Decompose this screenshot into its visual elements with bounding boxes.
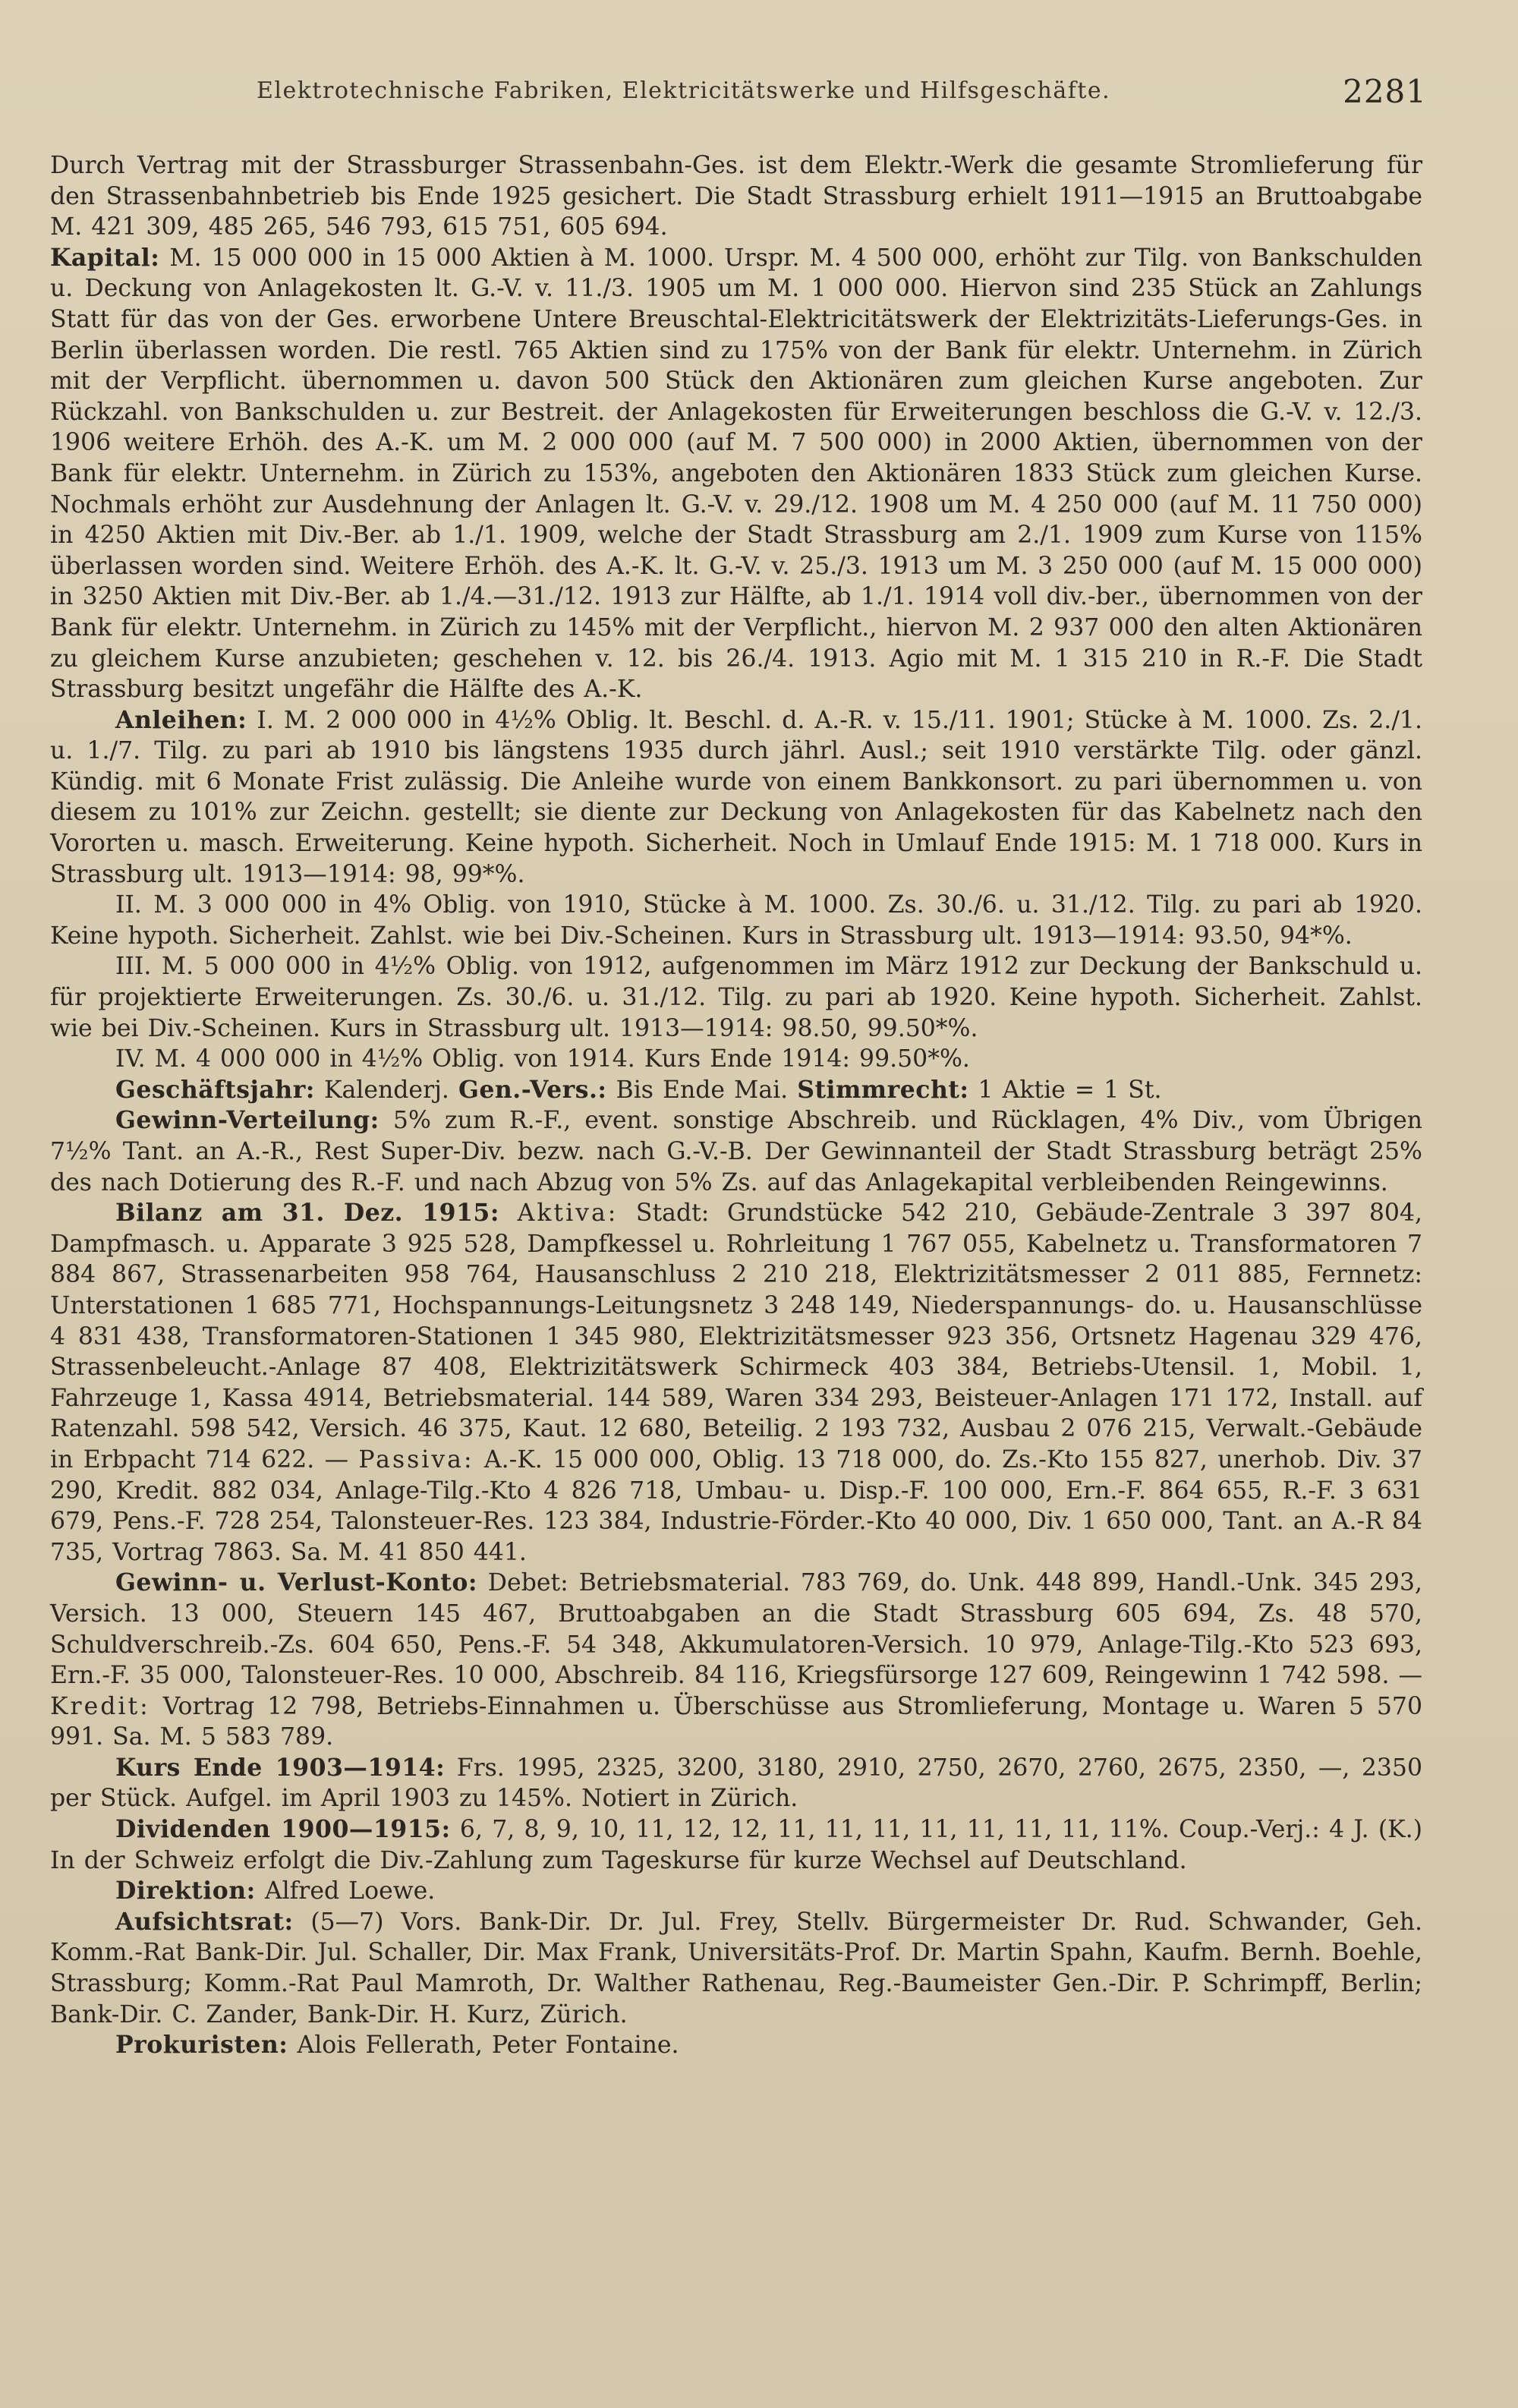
- paragraph-gewinn-verteilung: Gewinn-Verteilung: 5% zum R.-F., event. sonstige Abschreib. und Rücklagen, 4% Div., vom Übrigen 7½% Tant. an A.-R., Rest Super-Div. bezw. nach G.-V.-B. Der Gewinnanteil der Stadt Strassburg beträgt 25% des nach Dotierung des R.-F. und nach Abzug von 5% Zs. auf das Anlagekapital verbleibenden Reingewinns.: [50, 1106, 1422, 1196]
- paragraph-kurs: Kurs Ende 1903—1914: Frs. 1995, 2325, 3200, 3180, 2910, 2750, 2670, 2760, 2675, 2350, —, 2350 per Stück. Aufgel. im April 1903 zu 145%. Notiert in Zürich.: [50, 1753, 1422, 1813]
- section-label: Kurs Ende 1903—1914:: [115, 1753, 446, 1782]
- page-number: 2281: [1343, 73, 1427, 110]
- section-label: Direktion:: [115, 1877, 256, 1905]
- section-label: Geschäftsjahr:: [115, 1075, 315, 1104]
- section-label: Gen.-Vers.:: [458, 1075, 607, 1104]
- section-label: Stimmrecht:: [797, 1075, 969, 1104]
- section-label: Anleihen:: [115, 705, 247, 734]
- paragraph-geschaeftsjahr: Geschäftsjahr: Kalenderj. Gen.-Vers.: Bis Ende Mai. Stimmrecht: 1 Aktie = 1 St.: [115, 1075, 1162, 1104]
- paragraph-gewinn-verlust: Gewinn- u. Verlust-Konto: Debet: Betriebsmaterial. 783 769, do. Unk. 448 899, Handl.-Unk. 345 293, Versich. 13 000, Steuern 145 467, Bruttoabgaben an die Stadt Strassburg 605 694, Zs. 48 570, Schuldverschreib.-Zs. 604 650, Pens.-F. 54 348, Akkumulatoren-Versich. 10 979, Anlage-Tilg.-Kto 523 693, Ern.-F. 35 000, Talonsteuer-Res. 10 000, Abschreib. 84 116, Kriegsfürsorge 127 609, Reingewinn 1 742 598. — Kredit: Vortrag 12 798, Betriebs-Einnahmen u. Überschüsse aus Stromlieferung, Montage u. Waren 5 570 991. Sa. M. 5 583 789.: [50, 1568, 1423, 1751]
- paragraph-bilanz: Bilanz am 31. Dez. 1915: Aktiva: Stadt: Grundstücke 542 210, Gebäude-Zentrale 3 397 804, Dampfmasch. u. Apparate 3 925 528, Dampfkessel u. Rohrleitung 1 767 055, Kabelnetz u. Transformatoren 7 884 867, Strassenarbeiten 958 764, Hausanschluss 2 210 218, Elektrizitätsmesser 2 011 885, Fernnetz: Unterstationen 1 685 771, Hochspannungs-Leitungsnetz 3 248 149, Niederspannungs- do. u. Hausanschlüsse 4 831 438, Transformatoren-Stationen 1 345 980, Elektrizitätsmesser 923 356, Ortsnetz Hagenau 329 476, Strassenbeleucht.-Anlage 87 408, Elektrizitätswerk Schirmeck 403 384, Betriebs-Utensil. 1, Mobil. 1, Fahrzeuge 1, Kassa 4914, Betriebsmaterial. 144 589, Waren 334 293, Beisteuer-Anlagen 171 172, Install. auf Ratenzahl. 598 542, Versich. 46 375, Kaut. 12 680, Beteilig. 2 193 732, Ausbau 2 076 215, Verwalt.-Gebäude in Erbpacht 714 622. — Passiva: A.-K. 15 000 000, Oblig. 13 718 000, do. Zs.-Kto 155 827, unerhob. Div. 37 290, Kredit. 882 034, Anlage-Tilg.-Kto 4 826 718, Umbau- u. Disp.-F. 100 000, Ern.-F. 864 655, R.-F. 3 631 679, Pens.-F. 728 254, Talonsteuer-Res. 123 384, Industrie-Förder.-Kto 40 000, Div. 1 650 000, Tant. an A.-R 84 735, Vortrag 7863. Sa. M. 41 850 441.: [50, 1199, 1423, 1566]
- running-title: Elektrotechnische Fabriken, Elektricitätswerke und Hilfsgeschäfte.: [257, 77, 1111, 104]
- paragraph-prokuristen: Prokuristen: Alois Fellerath, Peter Fontaine.: [115, 2031, 679, 2060]
- paragraph-dividenden: Dividenden 1900—1915: 6, 7, 8, 9, 10, 11, 12, 12, 11, 11, 11, 11, 11, 11, 11, 11%. Coup.-Verj.: 4 J. (K.) In der Schweiz erfolgt die Div.-Zahlung zum Tageskurse für kurze Wechsel auf Deutschland.: [50, 1815, 1422, 1874]
- paragraph-intro: Durch Vertrag mit der Strassburger Strassenbahn-Ges. ist dem Elektr.-Werk die gesamte Stromlieferung für den Strassenbahnbetrieb bis Ende 1925 gesichert. Die Stadt Strassburg erhielt 1911—1915 an Bruttoabgabe M. 421 309, 485 265, 546 793, 615 751, 605 694.: [50, 152, 1422, 241]
- subsection-label: Aktiva:: [517, 1199, 619, 1228]
- section-label: Gewinn- u. Verlust-Konto:: [115, 1568, 477, 1597]
- section-label: Kapital:: [50, 243, 160, 272]
- paragraph-aufsichtsrat: Aufsichtsrat: (5—7) Vors. Bank-Dir. Dr. Jul. Frey, Stellv. Bürgermeister Dr. Rud. Schwander, Geh. Komm.-Rat Bank-Dir. Jul. Schaller, Dir. Max Frank, Universitäts-Prof. Dr. Martin Spahn, Kaufm. Bernh. Boehle, Strassburg; Komm.-Rat Paul Mamroth, Dr. Walther Rathenau, Reg.-Baumeister Gen.-Dir. P. Schrimpff, Berlin; Bank-Dir. C. Zander, Bank-Dir. H. Kurz, Zürich.: [50, 1907, 1422, 2028]
- text-column: [50, 150, 1422, 2061]
- paragraph-direktion: Direktion: Alfred Loewe.: [115, 1877, 436, 1905]
- paragraph-anleihen: Anleihen: I. M. 2 000 000 in 4½% Oblig. lt. Beschl. d. A.-R. v. 15./11. 1901; Stücke à M. 1000. Zs. 2./1. u. 1./7. Tilg. zu pari ab 1910 bis längstens 1935 durch jährl. Ausl.; seit 1910 verstärkte Tilg. oder gänzl. Kündig. mit 6 Monate Frist zulässig. Die Anleihe wurde von einem Bankkonsort. zu pari übernommen u. von diesem zu 101% zur Zeichn. gestellt; sie diente zur Deckung von Anlagekosten für das Kabelnetz nach den Vororten u. masch. Erweiterung. Keine hypoth. Sicherheit. Noch in Umlauf Ende 1915: M. 1 718 000. Kurs in Strassburg ult. 1913—1914: 98, 99*%.: [50, 705, 1422, 888]
- subsection-label: Kredit:: [50, 1692, 150, 1720]
- paragraph-anleihe-3: III. M. 5 000 000 in 4½% Oblig. von 1912, aufgenommen im März 1912 zur Deckung der Bankschuld u. für projektierte Erweiterungen. Zs. 30./6. u. 31./12. Tilg. zu pari ab 1920. Keine hypoth. Sicherheit. Zahlst. wie bei Div.-Scheinen. Kurs in Strassburg ult. 1913—1914: 98.50, 99.50*%.: [50, 953, 1422, 1042]
- section-label: Prokuristen:: [115, 2031, 288, 2060]
- subsection-label: Passiva:: [358, 1445, 474, 1473]
- page-header: [53, 73, 1427, 118]
- paragraph-anleihe-2: II. M. 3 000 000 in 4% Oblig. von 1910, Stücke à M. 1000. Zs. 30./6. u. 31./12. Tilg. zu pari ab 1920. Keine hypoth. Sicherheit. Zahlst. wie bei Div.-Scheinen. Kurs in Strassburg ult. 1913—1914: 93.50, 94*%.: [50, 891, 1422, 950]
- section-label: Dividenden 1900—1915:: [115, 1815, 451, 1844]
- section-label: Aufsichtsrat:: [115, 1907, 294, 1936]
- section-label: Bilanz am 31. Dez. 1915:: [115, 1199, 499, 1228]
- section-label: Gewinn-Verteilung:: [115, 1106, 380, 1135]
- paragraph-kapital: Kapital: M. 15 000 000 in 15 000 Aktien à M. 1000. Urspr. M. 4 500 000, erhöht zur Tilg. von Bankschulden u. Deckung von Anlagekosten lt. G.-V. v. 11./3. 1905 um M. 1 000 000. Hiervon sind 235 Stück an Zahlungs Statt für das von der Ges. erworbene Untere Breuschtal-Elektricitätswerk der Elektrizitäts-Lieferungs-Ges. in Berlin überlassen worden. Die restl. 765 Aktien sind zu 175% von der Bank für elektr. Unternehm. in Zürich mit der Verpflicht. übernommen u. davon 500 Stück den Aktionären zum gleichen Kurse angeboten. Zur Rückzahl. von Bankschulden u. zur Bestreit. der Anlagekosten für Erweiterungen beschloss die G.-V. v. 12./3. 1906 weitere Erhöh. des A.-K. um M. 2 000 000 (auf M. 7 500 000) in 2000 Aktien, übernommen von der Bank für elektr. Unternehm. in Zürich zu 153%, angeboten den Aktionären 1833 Stück zum gleichen Kurse. Nochmals erhöht zur Ausdehnung der Anlagen lt. G.-V. v. 29./12. 1908 um M. 4 250 000 (auf M. 11 750 000) in 4250 Aktien mit Div.-Ber. ab 1./1. 1909, welche der Stadt Strassburg am 2./1. 1909 zum Kurse von 115% überlassen worden sind. Weitere Erhöh. des A.-K. lt. G.-V. v. 25./3. 1913 um M. 3 250 000 (auf M. 15 000 000) in 3250 Aktien mit Div.-Ber. ab 1./4.—31./12. 1913 zur Hälfte, ab 1./1. 1914 voll div.-ber., übernommen von der Bank für elektr. Unternehm. in Zürich zu 145% mit der Verpflicht., hiervon M. 2 937 000 den alten Aktionären zu gleichem Kurse anzubieten; geschehen v. 12. bis 26./4. 1913. Agio mit M. 1 315 210 in R.-F. Die Stadt Strassburg besitzt ungefähr die Hälfte des A.-K.: [50, 243, 1422, 704]
- paragraph-anleihe-4: IV. M. 4 000 000 in 4½% Oblig. von 1914. Kurs Ende 1914: 99.50*%.: [115, 1045, 970, 1073]
